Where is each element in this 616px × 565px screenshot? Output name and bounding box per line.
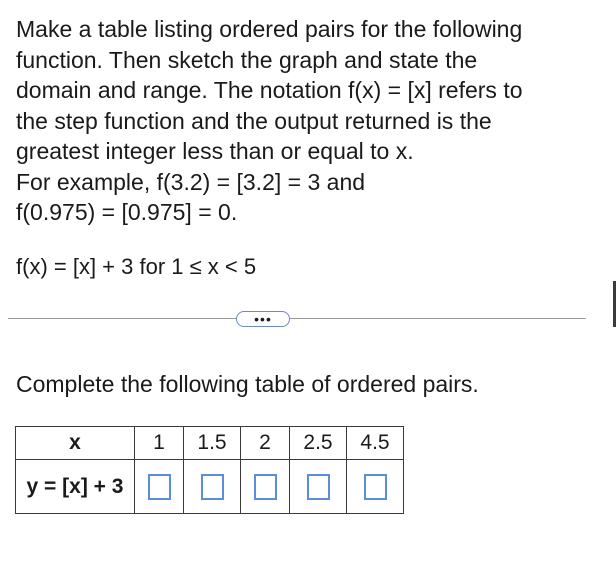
ordered-pairs-table — [15, 426, 404, 514]
y-row — [16, 460, 404, 514]
x-value-cell: 1 — [135, 427, 184, 460]
y-answer-input[interactable] — [364, 474, 387, 500]
show-more-button[interactable]: ••• — [236, 311, 290, 327]
x-value-cell: 2 — [241, 427, 290, 460]
problem-line: the step function and the output returned is the — [16, 107, 492, 134]
problem-line: function. Then sketch the graph and state the — [16, 46, 478, 73]
divider — [8, 318, 586, 319]
y-answer-cell — [290, 460, 347, 514]
y-answer-input[interactable] — [148, 474, 171, 500]
y-answer-cell — [347, 460, 404, 514]
y-answer-input[interactable] — [307, 474, 330, 500]
y-answer-input[interactable] — [201, 474, 224, 500]
y-answer-cell — [241, 460, 290, 514]
x-value-cell: 4.5 — [347, 427, 404, 460]
y-answer-input[interactable] — [254, 474, 277, 500]
y-answer-cell — [135, 460, 184, 514]
problem-statement — [16, 14, 586, 228]
x-header: x — [16, 427, 135, 460]
x-value-cell: 2.5 — [290, 427, 347, 460]
problem-line: Make a table listing ordered pairs for the following — [16, 16, 523, 42]
example-line: f(0.975) = [0.975] = 0. — [16, 199, 238, 225]
function-definition: f(x) = [x] + 3 for 1 ≤ x < 5 — [16, 254, 257, 279]
x-value-cell: 1.5 — [184, 427, 241, 460]
x-row — [16, 427, 404, 460]
example-line: For example, f(3.2) = [3.2] = 3 and — [16, 168, 366, 195]
problem-line: domain and range. The notation f(x) = [x] refers to — [16, 77, 523, 103]
y-answer-cell — [184, 460, 241, 514]
instruction-text: Complete the following table of ordered pairs. — [16, 371, 479, 397]
problem-line: greatest integer less than or equal to x. — [16, 138, 414, 164]
y-header: y = [x] + 3 — [16, 460, 135, 514]
